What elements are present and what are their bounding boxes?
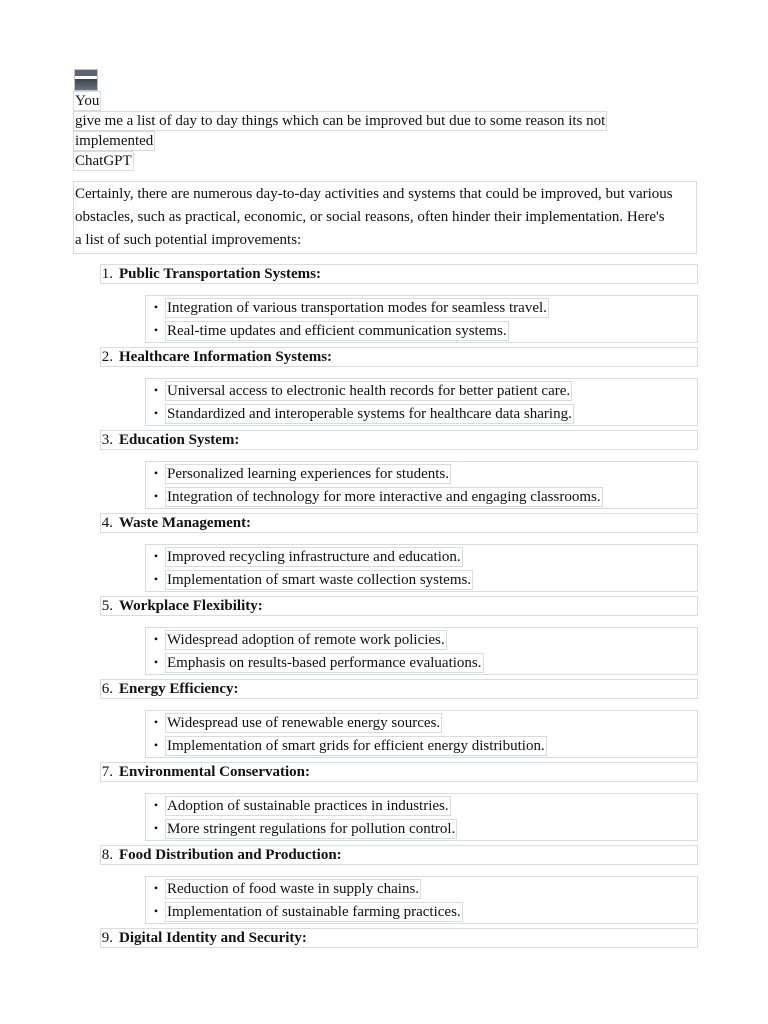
user-avatar [74,69,98,91]
bullet-icon: • [153,798,159,812]
sub-list-text: Implementation of smart grids for efficient energy distribution. [167,737,545,754]
sub-list-item [146,402,697,425]
item-title [100,513,698,533]
bullet-icon: • [153,323,159,337]
list-item [73,928,697,948]
item-number: 8. [101,847,113,863]
list-item [73,679,697,758]
bullet-icon: • [153,300,159,314]
sub-list-item [146,485,697,508]
item-title [100,596,698,616]
sub-list [145,295,698,343]
intro-line: a list of such potential improvements: [75,232,302,248]
bullet-icon: • [153,821,159,835]
item-heading: Education System: [119,432,240,448]
list-item [73,845,697,924]
bullet-icon: • [153,632,159,646]
sub-list-text: Personalized learning experiences for students. [167,465,449,482]
sub-list [145,627,698,675]
bullet-icon: • [153,904,159,918]
user-message-line: give me a list of day to day things which can be improved but due to some reason its not [75,113,606,129]
bullet-icon: • [153,572,159,586]
bullet-icon: • [153,881,159,895]
item-title [100,679,698,699]
item-title [100,430,698,450]
item-title [100,347,698,367]
sub-list-item [146,568,697,591]
assistant-label: ChatGPT [75,153,132,169]
bullet-icon: • [153,489,159,503]
item-heading: Energy Efficiency: [119,681,239,697]
sub-list-text: Widespread use of renewable energy sources. [167,714,441,731]
sub-list [145,461,698,509]
bullet-icon: • [153,466,159,480]
item-heading: Public Transportation Systems: [119,266,321,282]
sub-list [145,544,698,592]
bullet-icon: • [153,655,159,669]
sub-list-item [146,379,697,402]
item-heading: Workplace Flexibility: [119,598,263,614]
sub-list-item [146,817,697,840]
sub-list-text: Integration of technology for more interactive and engaging classrooms. [167,488,601,505]
bullet-icon: • [153,715,159,729]
item-title [100,845,698,865]
list-item [73,762,697,841]
item-number: 6. [101,681,113,697]
user-message [73,111,697,151]
bullet-icon: • [153,738,159,752]
item-heading: Food Distribution and Production: [119,847,342,863]
list-item [73,596,697,675]
intro-line: obstacles, such as practical, economic, or social reasons, often hinder their implementation. Here's [75,209,665,225]
user-message-line: implemented [75,133,154,149]
item-title [100,928,698,948]
sub-list-text: Universal access to electronic health records for better patient care. [167,382,571,399]
sub-list-item [146,794,697,817]
sub-list-text: Integration of various transportation modes for seamless travel. [167,299,547,316]
item-title [100,762,698,782]
sub-list [145,710,698,758]
item-heading: Waste Management: [119,515,252,531]
item-number: 7. [101,764,113,780]
item-number: 2. [101,349,113,365]
item-number: 9. [101,930,113,946]
sub-list-text: Real-time updates and efficient communication systems. [167,322,507,339]
list-item [73,513,697,592]
user-label: You [75,93,100,109]
bullet-icon: • [153,383,159,397]
sub-list-item [146,900,697,923]
item-heading: Digital Identity and Security: [119,930,307,946]
sub-list-item [146,296,697,319]
sub-list-text: Implementation of sustainable farming practices. [167,903,461,920]
item-number: 1. [101,266,113,282]
item-title [100,264,698,284]
sub-list-text: Emphasis on results-based performance evaluations. [167,654,482,671]
sub-list-text: Standardized and interoperable systems for healthcare data sharing. [167,405,572,422]
sub-list [145,793,698,841]
item-number: 3. [101,432,113,448]
bullet-icon: • [153,406,159,420]
improvement-list [73,264,697,948]
item-number: 4. [101,515,113,531]
sub-list-item [146,651,697,674]
sub-list-text: Implementation of smart waste collection systems. [167,571,472,588]
list-item [73,430,697,509]
sub-list [145,378,698,426]
item-heading: Environmental Conservation: [119,764,310,780]
item-heading: Healthcare Information Systems: [119,349,333,365]
list-item [73,347,697,426]
assistant-intro [73,181,697,254]
sub-list-item [146,462,697,485]
sub-list-item [146,545,697,568]
conversation [73,69,697,948]
sub-list-text: More stringent regulations for pollution control. [167,820,456,837]
sub-list-item [146,711,697,734]
sub-list-text: Improved recycling infrastructure and education. [167,548,461,565]
sub-list-text: Adoption of sustainable practices in industries. [167,797,449,814]
sub-list-item [146,628,697,651]
sub-list [145,876,698,924]
sub-list-item [146,877,697,900]
sub-list-text: Widespread adoption of remote work policies. [167,631,445,648]
bullet-icon: • [153,549,159,563]
intro-line: Certainly, there are numerous day-to-day activities and systems that could be improved, but various [75,186,673,202]
sub-list-item [146,319,697,342]
sub-list-text: Reduction of food waste in supply chains. [167,880,420,897]
list-item [73,264,697,343]
sub-list-item [146,734,697,757]
item-number: 5. [101,598,113,614]
